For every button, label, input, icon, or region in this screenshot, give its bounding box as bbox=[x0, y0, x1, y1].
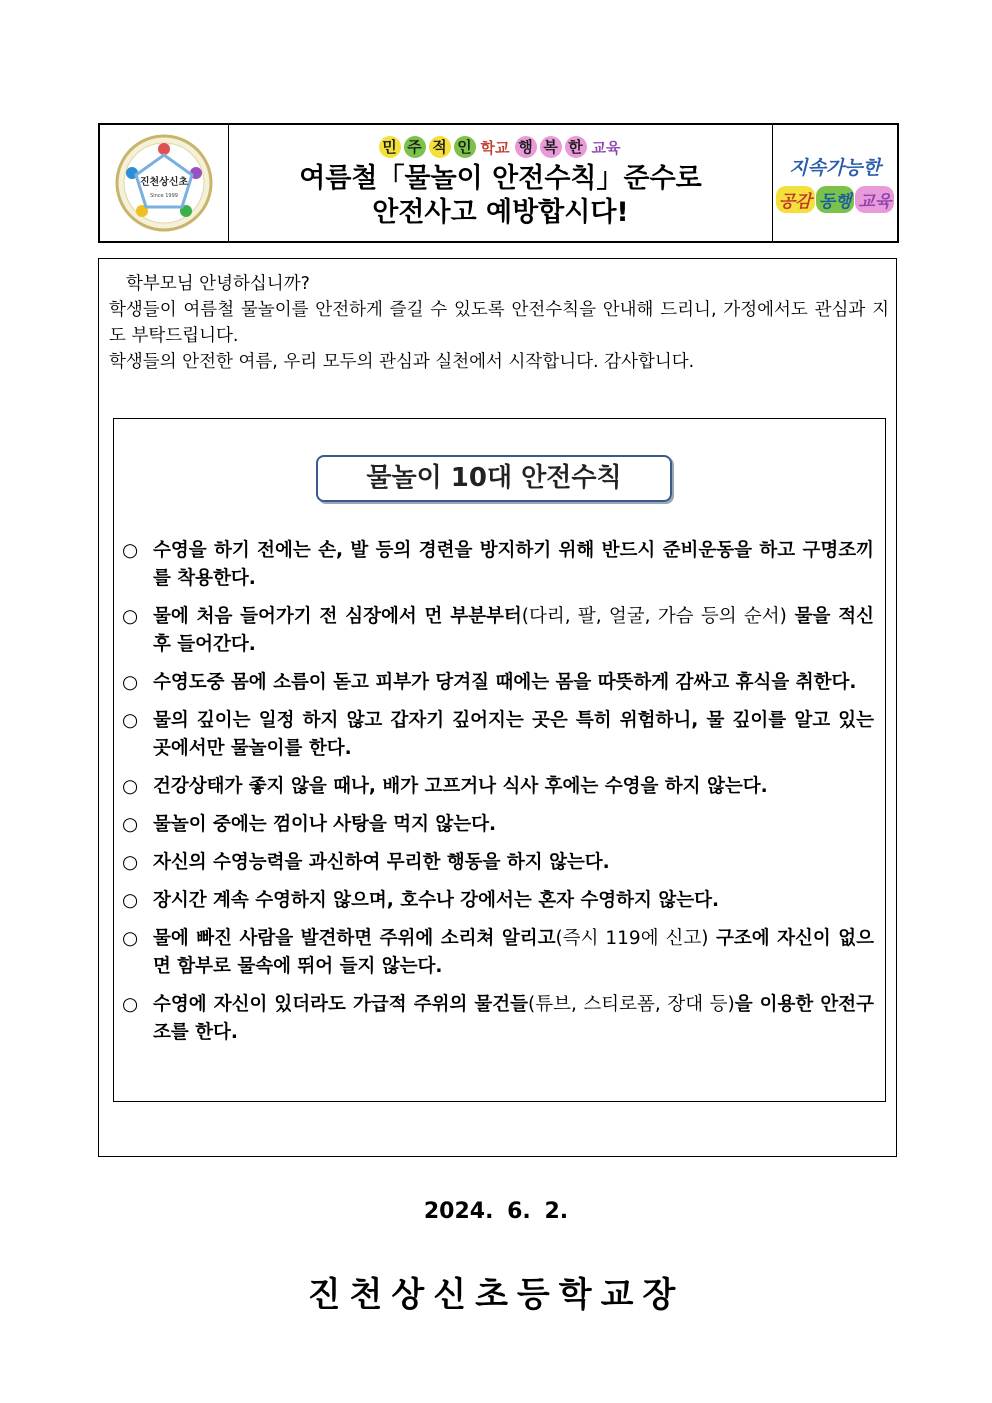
rule-item bbox=[122, 887, 874, 915]
header-title-cell bbox=[229, 125, 773, 241]
rule-text: 물의 깊이는 일정 하지 않고 갑자기 깊어지는 곳은 특히 위험하니, 물 깊이를 알고 있는 곳에서만 물놀이를 한다. bbox=[153, 710, 874, 759]
rule-item bbox=[122, 925, 874, 981]
circle-bullet-icon: ○ bbox=[122, 540, 139, 561]
rules-box bbox=[113, 418, 886, 1102]
rule-item bbox=[122, 991, 874, 1047]
rule-text: 수영에 자신이 있더라도 가급적 주위의 물건들 bbox=[153, 994, 529, 1015]
circle-bullet-icon: ○ bbox=[122, 890, 139, 911]
main-box bbox=[98, 258, 897, 1157]
circle-bullet-icon: ○ bbox=[122, 672, 139, 693]
rule-item bbox=[122, 773, 874, 801]
rule-text: 물에 빠진 사람을 발견하면 주위에 소리쳐 알리고 bbox=[153, 928, 556, 949]
intro-paragraph-2: 학생들의 안전한 여름, 우리 모두의 관심과 실천에서 시작합니다. 감사합니다. bbox=[109, 352, 695, 372]
logo-text: 진천상신초 bbox=[139, 177, 189, 188]
motto-word: 교육 bbox=[855, 186, 894, 213]
rule-text: 수영을 하기 전에는 손, 발 등의 경련을 방지하기 위해 반드시 준비운동을 하고 구명조끼를 착용한다. bbox=[153, 540, 874, 589]
school-logo-icon bbox=[114, 133, 214, 233]
rule-text-tail: 을 이용한 안전구조를 한다. bbox=[153, 994, 874, 1043]
circle-bullet-icon: ○ bbox=[122, 776, 139, 797]
circle-bullet-icon: ○ bbox=[122, 852, 139, 873]
issue-date: 2024. 6. 2. bbox=[423, 1199, 569, 1224]
rule-text: 장시간 계속 수영하지 않으며, 호수나 강에서는 혼자 수영하지 않는다. bbox=[153, 890, 719, 911]
rule-item bbox=[122, 849, 874, 877]
rule-note: (튜브, 스티로폼, 장대 등) bbox=[528, 994, 735, 1015]
circle-bullet-icon: ○ bbox=[122, 814, 139, 835]
slogan-bubble: 한 bbox=[565, 136, 587, 158]
slogan-bubble: 복 bbox=[540, 136, 562, 158]
circle-bullet-icon: ○ bbox=[122, 994, 139, 1015]
greeting: 학부모님 안녕하십니까? bbox=[126, 274, 310, 294]
doc-title-line1: 여름철「물놀이 안전수칙」준수로 bbox=[299, 163, 702, 194]
circle-bullet-icon: ○ bbox=[122, 710, 139, 731]
intro-text bbox=[109, 271, 889, 375]
slogan bbox=[379, 136, 623, 158]
slogan-word: 학교 bbox=[480, 138, 510, 157]
rule-item bbox=[122, 811, 874, 839]
rule-note: (즉시 119에 신고) bbox=[555, 928, 709, 949]
slogan-word: 교육 bbox=[591, 138, 621, 157]
logo-sub: Since 1999 bbox=[150, 193, 178, 199]
circle-bullet-icon: ○ bbox=[122, 606, 139, 627]
motto-word: 공감 bbox=[776, 186, 815, 213]
rule-text-tail: 물을 적신 후 들어간다. bbox=[153, 606, 874, 655]
rule-text: 건강상태가 좋지 않을 때나, 배가 고프거나 식사 후에는 수영을 하지 않는다. bbox=[153, 776, 768, 797]
rule-item bbox=[122, 669, 874, 697]
rule-item bbox=[122, 603, 874, 659]
motto-word: 동행 bbox=[816, 186, 855, 213]
header-right-cell bbox=[773, 125, 897, 241]
rule-item bbox=[122, 537, 874, 593]
edu-motto bbox=[776, 186, 895, 213]
slogan-bubble: 인 bbox=[454, 136, 476, 158]
rules-list bbox=[122, 537, 874, 1057]
school-logo-cell bbox=[100, 125, 229, 241]
header-box bbox=[98, 123, 899, 243]
rule-text: 물놀이 중에는 껌이나 사탕을 먹지 않는다. bbox=[153, 814, 497, 835]
rule-text: 자신의 수영능력을 과신하여 무리한 행동을 하지 않는다. bbox=[153, 852, 610, 873]
rule-text-tail: 구조에 자신이 없으면 함부로 물속에 뛰어 들지 않는다. bbox=[153, 928, 874, 977]
rule-item bbox=[122, 707, 874, 763]
rule-text: 수영도중 몸에 소름이 돋고 피부가 당겨질 때에는 몸을 따뜻하게 감싸고 휴식을 취한다. bbox=[153, 672, 857, 693]
sustainable-label: 지속가능한 bbox=[789, 157, 881, 179]
circle-bullet-icon: ○ bbox=[122, 928, 139, 949]
slogan-bubble: 행 bbox=[515, 136, 537, 158]
principal-signature: 진천상신초등학교장 bbox=[307, 1275, 685, 1315]
rule-note: (다리, 팔, 얼굴, 가슴 등의 순서) bbox=[521, 606, 787, 627]
slogan-bubble: 민 bbox=[379, 136, 401, 158]
rule-text: 물에 처음 들어가기 전 심장에서 먼 부분부터 bbox=[153, 606, 522, 627]
doc-title-line2: 안전사고 예방합시다! bbox=[372, 197, 629, 228]
intro-paragraph-1: 학생들이 여름철 물놀이를 안전하게 즐길 수 있도록 안전수칙을 안내해 드리니, 가정에서도 관심과 지도 부탁드립니다. bbox=[109, 300, 889, 346]
rules-title: 물놀이 10대 안전수칙 bbox=[316, 455, 672, 502]
slogan-bubble: 주 bbox=[404, 136, 426, 158]
slogan-bubble: 적 bbox=[429, 136, 451, 158]
